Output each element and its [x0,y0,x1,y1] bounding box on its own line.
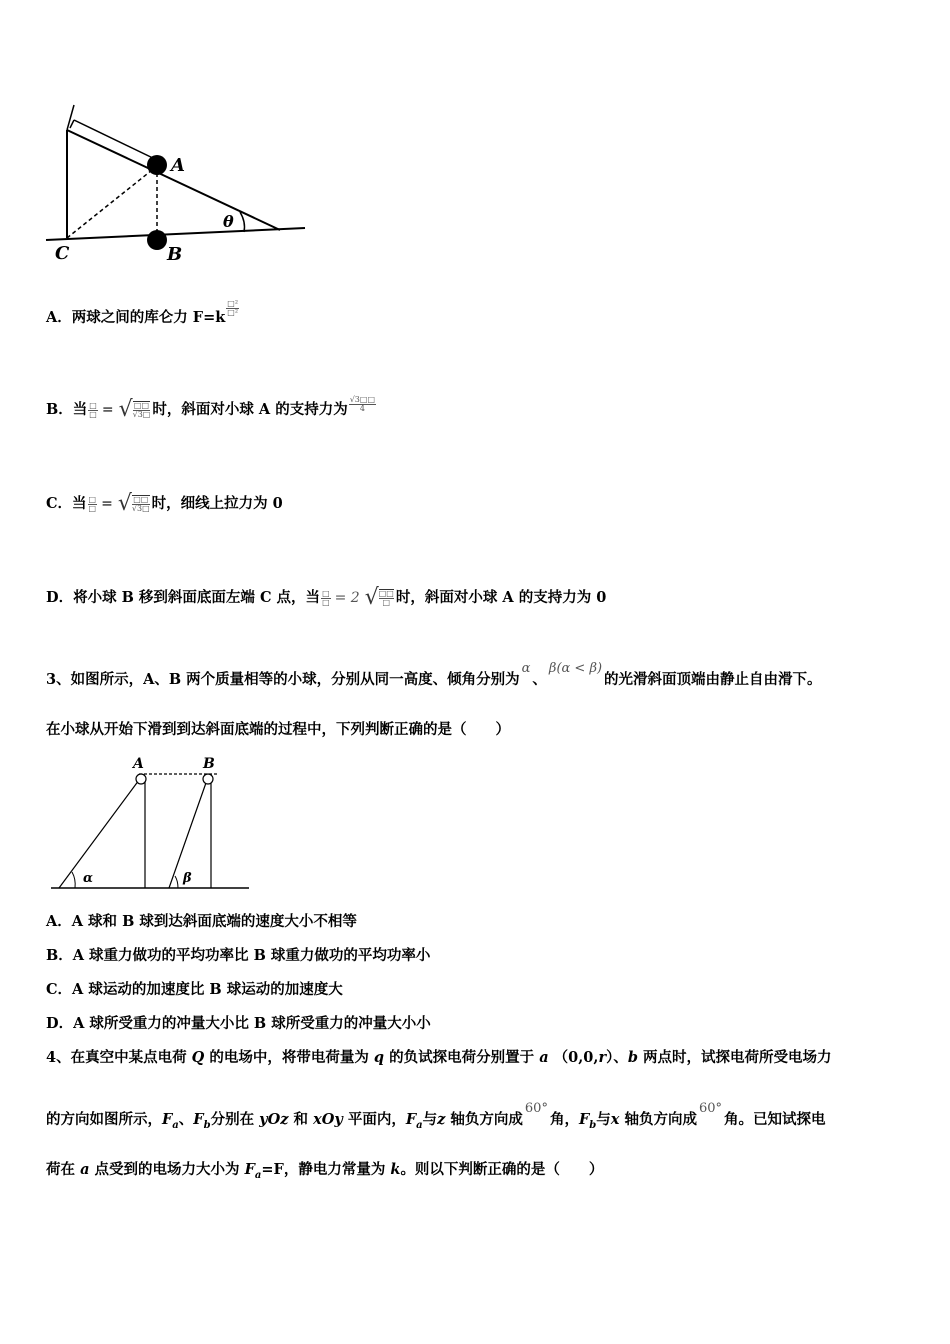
q3-stem-part1: 3、如图所示，A、B 两个质量相等的小球，分别从同一高度、倾角分别为 [46,671,520,688]
q2-d-sqrt: √ □□ □ [364,585,394,610]
ball-b [147,230,167,250]
q2-d-fraction: $\frac{□}{□}$ [322,588,330,607]
ball-a [147,155,167,175]
figure-incline-coulomb [40,100,320,270]
q2-b-middle: 时，斜面对小球 A 的支持力为 [152,401,348,418]
q4-line1: 4、在真空中某点电荷 Q 的电场中，将带电荷量为 q 的负试探电荷分别置于 a （0,0,r）、b 两点时，试探电荷所受电场力 [46,1049,832,1066]
q2-b-fraction: $\frac{□}{□}$ [89,400,97,419]
q4-deg-1: 60° [524,1101,548,1116]
q3-stem-line1 [46,661,822,691]
q2-b-equals: = [101,402,114,418]
ball-a-fig2 [136,774,146,784]
q3-option-c: C．A 球运动的加速度比 B 球运动的加速度大 [46,981,343,998]
figure-two-slopes [45,752,255,897]
label-a: A [171,155,185,176]
q3-stem-line2: 在小球从开始下滑到到达斜面底端的过程中，下列判断正确的是（ ） [46,721,510,738]
fig2-label-beta: β [183,871,192,886]
q3-sep: 、 [532,671,547,688]
q2-b-sqrt: √ □□ √3□ [118,397,151,422]
q2-b-result: $\frac{√3□□}{4}$ [349,394,376,413]
q2-c-suffix: 时，细线上拉力为 0 [151,495,283,512]
q2-c-equals: = [101,496,113,512]
q4-line2: 的方向如图所示，$F_a$、$F_b$分别在 yOz 和 xOy 平面内，$F_a$与z 轴负方向成60°角，$F_b$与x 轴负方向成60°角。已知试探电 [46,1101,826,1131]
q2-c-sqrt: √ □□ √3□ [117,491,150,516]
q3-alpha: α [521,661,531,676]
q3-option-b: B．A 球重力做功的平均功率比 B 球重力做功的平均功率小 [46,947,431,964]
q3-option-a: A．A 球和 B 球到达斜面底端的速度大小不相等 [46,913,357,930]
q3-stem-part2: 的光滑斜面顶端由静止自由滑下。 [604,671,822,688]
q2-option-c [46,491,283,516]
q3-option-d: D．A 球所受重力的冲量大小比 B 球所受重力的冲量大小小 [46,1015,431,1032]
q2-option-d [46,585,607,610]
q2-a-prefix: A．两球之间的库仑力 F=k [46,309,226,326]
q2-d-prefix: D．将小球 B 移到斜面底面左端 C 点，当 [46,589,321,606]
q2-a-fraction: $\frac{\text{□²}}{\text{□²}}$ [227,298,239,317]
q2-d-equals: = 2 [334,590,360,606]
q2-c-fraction: $\frac{□}{□}$ [88,494,97,513]
q4-line3: 荷在 a 点受到的电场力大小为 $F_a=F$，静电力常量为 k。则以下判断正确的是（ ） [46,1161,604,1181]
label-b: B [167,244,183,265]
q3-beta-expr: β(α < β) [548,661,603,676]
q2-d-suffix: 时，斜面对小球 A 的支持力为 0 [395,589,607,606]
q2-b-prefix: B．当 [46,401,88,418]
fig2-label-b: B [203,756,215,772]
label-c: C [55,243,70,264]
q2-option-a [46,298,240,328]
fig2-label-a: A [133,756,144,772]
q4-deg-2: 60° [698,1101,723,1116]
q2-c-prefix: C．当 [46,495,87,512]
ball-b-fig2 [203,774,213,784]
label-theta: θ [223,212,234,231]
fig2-label-alpha: α [83,871,94,886]
q2-option-b [46,394,377,422]
